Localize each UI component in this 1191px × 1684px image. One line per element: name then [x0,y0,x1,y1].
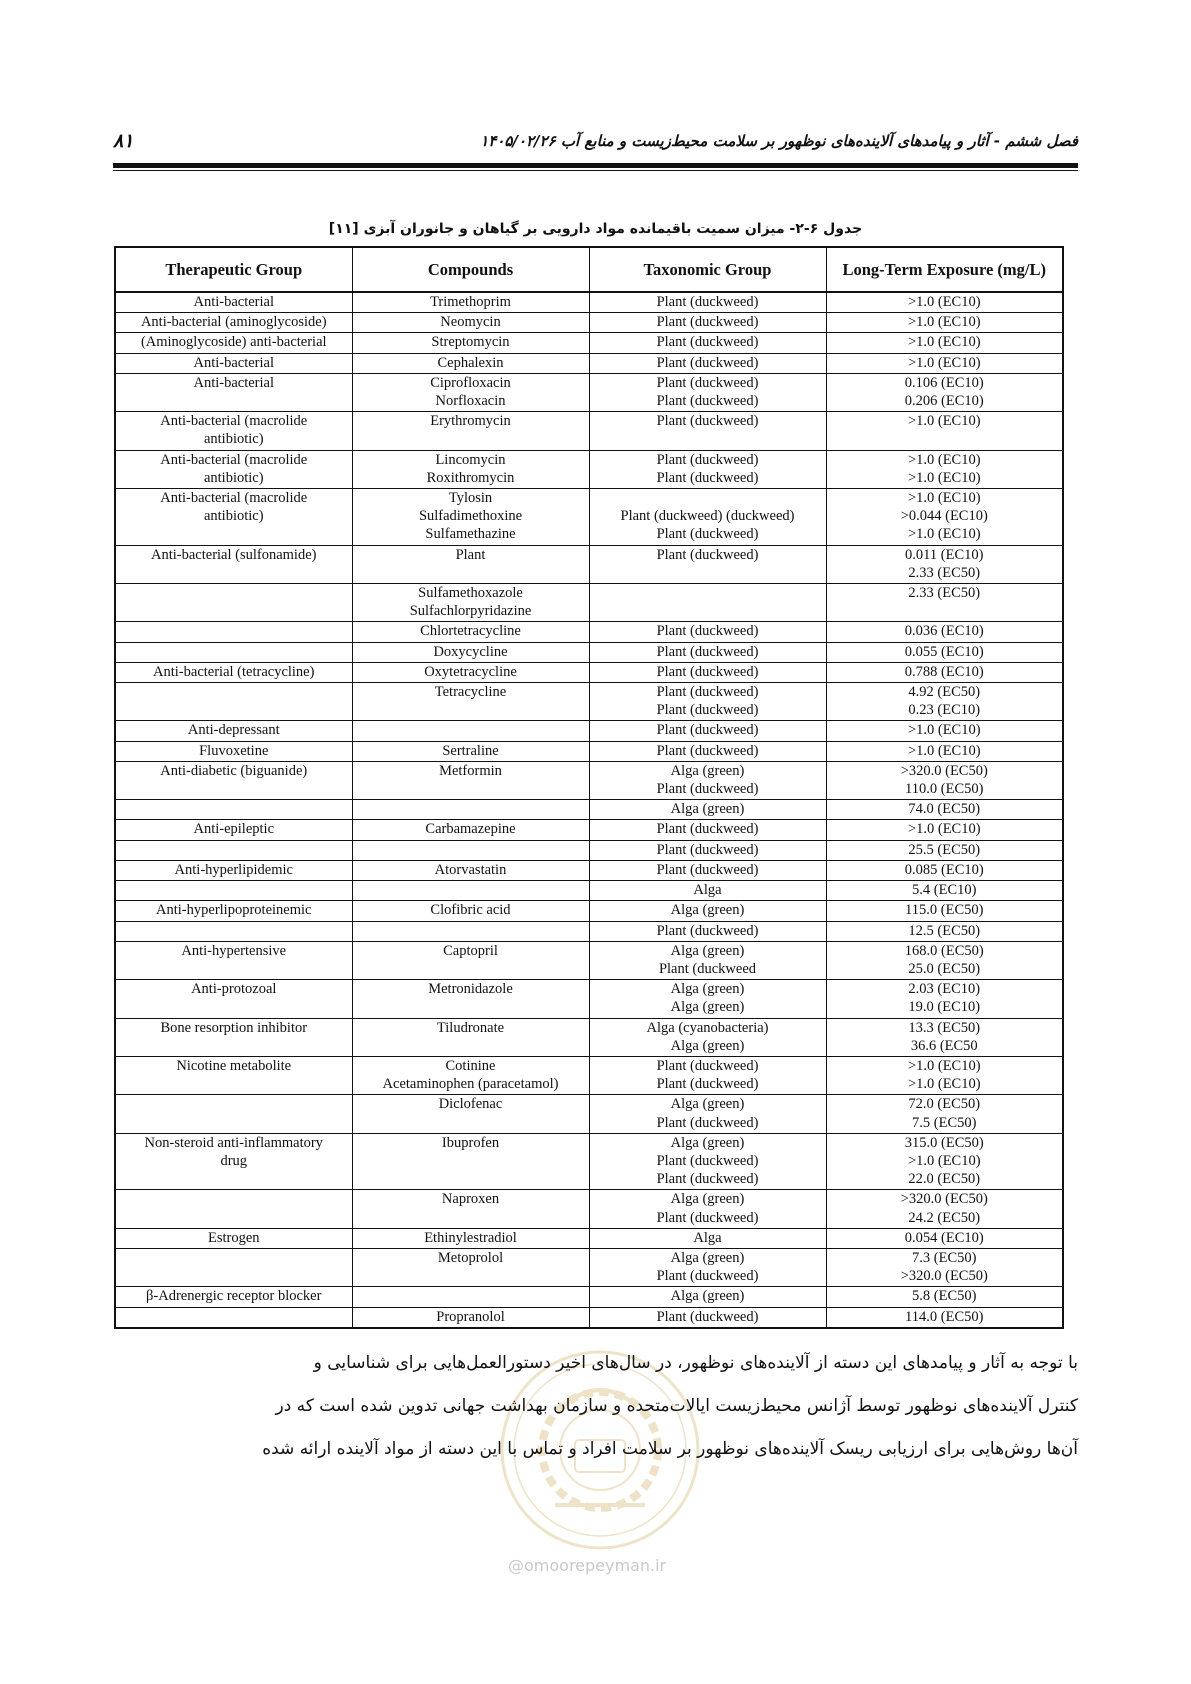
paragraph-line: کنترل آلاینده‌های نوظهور توسط آژانس محیط‌زیست ایالات‌متحده و سازمان بهداشت جهانی تدوین شده است که در [275,1396,1078,1416]
table-row [115,1133,1063,1190]
cell-therapeutic-group [115,1095,352,1133]
cell-taxonomic-group: Plant (duckweed) (duckweed) Plant (duckweed) [589,489,826,546]
cell-compounds: Streptomycin [352,333,589,353]
cell-taxonomic-group: Plant (duckweed) Plant (duckweed) [589,1056,826,1094]
cell-taxonomic-group: Plant (duckweed) [589,921,826,941]
cell-compounds: Clofibric acid [352,901,589,921]
cell-exposure: 0.054 (EC10) [826,1228,1063,1248]
table-row [115,1307,1063,1328]
table-row [115,450,1063,488]
cell-exposure: >1.0 (EC10) >0.044 (EC10) >1.0 (EC10) [826,489,1063,546]
cell-compounds: Plant [352,545,589,583]
table-row [115,1056,1063,1094]
cell-therapeutic-group: Anti-depressant [115,721,352,741]
cell-exposure: 0.036 (EC10) [826,622,1063,642]
cell-exposure: 5.8 (EC50) [826,1287,1063,1307]
cell-taxonomic-group: Alga (green) Plant (duckweed [589,941,826,979]
cell-taxonomic-group [589,584,826,622]
cell-therapeutic-group: Anti-bacterial (macrolide antibiotic) [115,489,352,546]
cell-taxonomic-group: Alga (green) Plant (duckweed) [589,1190,826,1228]
cell-taxonomic-group: Alga (green) [589,1287,826,1307]
cell-compounds: Metronidazole [352,980,589,1018]
table-row [115,761,1063,799]
cell-compounds: Carbamazepine [352,820,589,840]
cell-compounds: Metoprolol [352,1248,589,1286]
cell-compounds: Diclofenac [352,1095,589,1133]
cell-therapeutic-group: Anti-hypertensive [115,941,352,979]
header-taxonomic-group: Taxonomic Group [589,247,826,292]
cell-therapeutic-group: Bone resorption inhibitor [115,1018,352,1056]
table-row [115,1018,1063,1056]
cell-taxonomic-group: Alga (green) [589,800,826,820]
header-compounds: Compounds [352,247,589,292]
cell-taxonomic-group: Alga (green) Plant (duckweed) Plant (duckweed) [589,1133,826,1190]
cell-compounds: Erythromycin [352,412,589,450]
paragraph-line: آن‌ها روش‌هایی برای ارزیابی ریسک آلاینده‌های نوظهور بر سلامت افراد و تماس با این دسته از مواد آلاینده ارائه شده [262,1439,1078,1459]
cell-taxonomic-group: Plant (duckweed) [589,662,826,682]
table-row [115,333,1063,353]
cell-compounds: Cotinine Acetaminophen (paracetamol) [352,1056,589,1094]
table-row [115,1228,1063,1248]
cell-exposure: >1.0 (EC10) [826,741,1063,761]
table-row [115,642,1063,662]
cell-exposure: >1.0 (EC10) [826,412,1063,450]
cell-exposure: 12.5 (EC50) [826,921,1063,941]
cell-exposure: >1.0 (EC10) [826,353,1063,373]
cell-exposure: 114.0 (EC50) [826,1307,1063,1328]
table-row [115,1190,1063,1228]
table-row [115,881,1063,901]
table-row [115,622,1063,642]
cell-exposure: 168.0 (EC50) 25.0 (EC50) [826,941,1063,979]
chapter-title: فصل ششم - آثار و پیامدهای آلاینده‌های نوظهور بر سلامت محیط‌زیست و منابع آب ۱۴۰۵/۰۲/۲۶ [480,132,1078,150]
cell-therapeutic-group: Non-steroid anti-inflammatory drug [115,1133,352,1190]
cell-therapeutic-group: Anti-bacterial (macrolide antibiotic) [115,450,352,488]
cell-therapeutic-group: Anti-diabetic (biguanide) [115,761,352,799]
table-row [115,373,1063,411]
header-rule-thick [113,163,1078,168]
cell-taxonomic-group: Alga (green) Plant (duckweed) [589,761,826,799]
cell-exposure: >1.0 (EC10) >1.0 (EC10) [826,450,1063,488]
table-row [115,721,1063,741]
cell-therapeutic-group: Anti-bacterial [115,353,352,373]
table-header-row [115,247,1063,292]
cell-compounds: Chlortetracycline [352,622,589,642]
cell-exposure: >1.0 (EC10) [826,292,1063,313]
cell-compounds [352,800,589,820]
cell-therapeutic-group [115,622,352,642]
cell-exposure: 13.3 (EC50) 36.6 (EC50 [826,1018,1063,1056]
cell-exposure: 0.055 (EC10) [826,642,1063,662]
cell-compounds: Ethinylestradiol [352,1228,589,1248]
cell-therapeutic-group [115,800,352,820]
table-row [115,901,1063,921]
cell-therapeutic-group: Estrogen [115,1228,352,1248]
cell-taxonomic-group: Alga [589,1228,826,1248]
table-row [115,292,1063,313]
cell-taxonomic-group: Plant (duckweed) Plant (duckweed) [589,373,826,411]
table-row [115,840,1063,860]
cell-exposure: 7.3 (EC50) >320.0 (EC50) [826,1248,1063,1286]
table-row [115,545,1063,583]
table-row [115,741,1063,761]
cell-compounds: Tetracycline [352,683,589,721]
table-row [115,489,1063,546]
cell-therapeutic-group [115,1190,352,1228]
table-row [115,683,1063,721]
cell-therapeutic-group: Anti-hyperlipoproteinemic [115,901,352,921]
cell-therapeutic-group: Anti-epileptic [115,820,352,840]
cell-compounds: Metformin [352,761,589,799]
cell-exposure: 4.92 (EC50) 0.23 (EC10) [826,683,1063,721]
cell-exposure: 2.33 (EC50) [826,584,1063,622]
cell-compounds: Oxytetracycline [352,662,589,682]
table-row [115,860,1063,880]
cell-compounds: Propranolol [352,1307,589,1328]
cell-exposure: >1.0 (EC10) [826,313,1063,333]
cell-exposure: 0.788 (EC10) [826,662,1063,682]
cell-exposure: 0.085 (EC10) [826,860,1063,880]
table-row [115,921,1063,941]
cell-exposure: >1.0 (EC10) [826,820,1063,840]
paragraph-line: با توجه به آثار و پیامدهای این دسته از آلاینده‌های نوظهور، در سال‌های اخیر دستورالعمل‌هایی برای شناسایی و [313,1353,1078,1373]
table-row [115,353,1063,373]
cell-therapeutic-group [115,584,352,622]
cell-taxonomic-group: Plant (duckweed) [589,642,826,662]
cell-taxonomic-group: Plant (duckweed) [589,353,826,373]
cell-therapeutic-group [115,1248,352,1286]
cell-taxonomic-group: Alga (green) Plant (duckweed) [589,1095,826,1133]
cell-therapeutic-group: Anti-bacterial [115,373,352,411]
cell-compounds: Tiludronate [352,1018,589,1056]
cell-taxonomic-group: Plant (duckweed) Plant (duckweed) [589,683,826,721]
cell-therapeutic-group: Anti-hyperlipidemic [115,860,352,880]
cell-therapeutic-group [115,921,352,941]
table-row [115,941,1063,979]
cell-therapeutic-group: β-Adrenergic receptor blocker [115,1287,352,1307]
cell-exposure: 0.106 (EC10) 0.206 (EC10) [826,373,1063,411]
toxicity-table [114,246,1064,1329]
cell-compounds: Doxycycline [352,642,589,662]
cell-compounds [352,921,589,941]
cell-therapeutic-group: Nicotine metabolite [115,1056,352,1094]
table-row [115,412,1063,450]
cell-exposure: 5.4 (EC10) [826,881,1063,901]
cell-taxonomic-group: Alga (green) Alga (green) [589,980,826,1018]
cell-exposure: 115.0 (EC50) [826,901,1063,921]
cell-exposure: >1.0 (EC10) [826,721,1063,741]
cell-therapeutic-group: Anti-bacterial [115,292,352,313]
cell-taxonomic-group: Alga (green) [589,901,826,921]
cell-compounds: Sulfamethoxazole Sulfachlorpyridazine [352,584,589,622]
cell-compounds: Cephalexin [352,353,589,373]
cell-taxonomic-group: Plant (duckweed) [589,741,826,761]
cell-therapeutic-group: Anti-bacterial (sulfonamide) [115,545,352,583]
body-paragraph [113,1342,1078,1471]
cell-compounds: Naproxen [352,1190,589,1228]
cell-taxonomic-group: Alga (green) Plant (duckweed) [589,1248,826,1286]
cell-therapeutic-group [115,881,352,901]
cell-compounds [352,721,589,741]
cell-compounds [352,881,589,901]
cell-therapeutic-group: Fluvoxetine [115,741,352,761]
cell-compounds: Tylosin Sulfadimethoxine Sulfamethazine [352,489,589,546]
cell-therapeutic-group [115,1307,352,1328]
cell-compounds: Ibuprofen [352,1133,589,1190]
header-therapeutic-group: Therapeutic Group [115,247,352,292]
cell-compounds: Neomycin [352,313,589,333]
watermark-url: @omoorepeyman.ir [508,1556,667,1575]
cell-exposure: >1.0 (EC10) [826,333,1063,353]
table-row [115,584,1063,622]
header-rule-thin [113,170,1078,171]
cell-exposure: >1.0 (EC10) >1.0 (EC10) [826,1056,1063,1094]
page-number: ۸۱ [113,130,134,152]
cell-therapeutic-group: Anti-protozoal [115,980,352,1018]
table-body [115,292,1063,1328]
cell-compounds: Ciprofloxacin Norfloxacin [352,373,589,411]
cell-compounds: Trimethoprim [352,292,589,313]
cell-taxonomic-group: Plant (duckweed) Plant (duckweed) [589,450,826,488]
cell-taxonomic-group: Plant (duckweed) [589,313,826,333]
cell-exposure: >320.0 (EC50) 24.2 (EC50) [826,1190,1063,1228]
cell-therapeutic-group [115,683,352,721]
cell-compounds: Lincomycin Roxithromycin [352,450,589,488]
cell-taxonomic-group: Alga (cyanobacteria) Alga (green) [589,1018,826,1056]
table-row [115,1095,1063,1133]
table-row [115,313,1063,333]
cell-taxonomic-group: Plant (duckweed) [589,412,826,450]
cell-exposure: 25.5 (EC50) [826,840,1063,860]
cell-compounds [352,840,589,860]
cell-therapeutic-group: (Aminoglycoside) anti-bacterial [115,333,352,353]
cell-exposure: 0.011 (EC10) 2.33 (EC50) [826,545,1063,583]
table-row [115,1287,1063,1307]
table-row [115,800,1063,820]
cell-taxonomic-group: Plant (duckweed) [589,840,826,860]
table-row [115,980,1063,1018]
cell-therapeutic-group [115,642,352,662]
cell-exposure: 315.0 (EC50) >1.0 (EC10) 22.0 (EC50) [826,1133,1063,1190]
page-header [113,128,1078,158]
cell-compounds: Captopril [352,941,589,979]
cell-taxonomic-group: Plant (duckweed) [589,860,826,880]
table-row [115,820,1063,840]
cell-exposure: 74.0 (EC50) [826,800,1063,820]
cell-taxonomic-group: Plant (duckweed) [589,622,826,642]
cell-taxonomic-group: Plant (duckweed) [589,820,826,840]
cell-exposure: >320.0 (EC50) 110.0 (EC50) [826,761,1063,799]
cell-taxonomic-group: Plant (duckweed) [589,292,826,313]
table-caption: جدول ۶-۲- میزان سمیت باقیمانده مواد دارویی بر گیاهان و جانوران آبزی [۱۱] [328,221,863,237]
cell-exposure: 2.03 (EC10) 19.0 (EC10) [826,980,1063,1018]
cell-compounds [352,1287,589,1307]
cell-therapeutic-group: Anti-bacterial (macrolide antibiotic) [115,412,352,450]
table-row [115,1248,1063,1286]
cell-therapeutic-group [115,840,352,860]
cell-therapeutic-group: Anti-bacterial (tetracycline) [115,662,352,682]
cell-therapeutic-group: Anti-bacterial (aminoglycoside) [115,313,352,333]
cell-taxonomic-group: Plant (duckweed) [589,721,826,741]
cell-compounds: Sertraline [352,741,589,761]
cell-taxonomic-group: Alga [589,881,826,901]
cell-taxonomic-group: Plant (duckweed) [589,333,826,353]
cell-taxonomic-group: Plant (duckweed) [589,545,826,583]
cell-exposure: 72.0 (EC50) 7.5 (EC50) [826,1095,1063,1133]
header-long-term-exposure: Long-Term Exposure (mg/L) [826,247,1063,292]
cell-taxonomic-group: Plant (duckweed) [589,1307,826,1328]
cell-compounds: Atorvastatin [352,860,589,880]
table-row [115,662,1063,682]
